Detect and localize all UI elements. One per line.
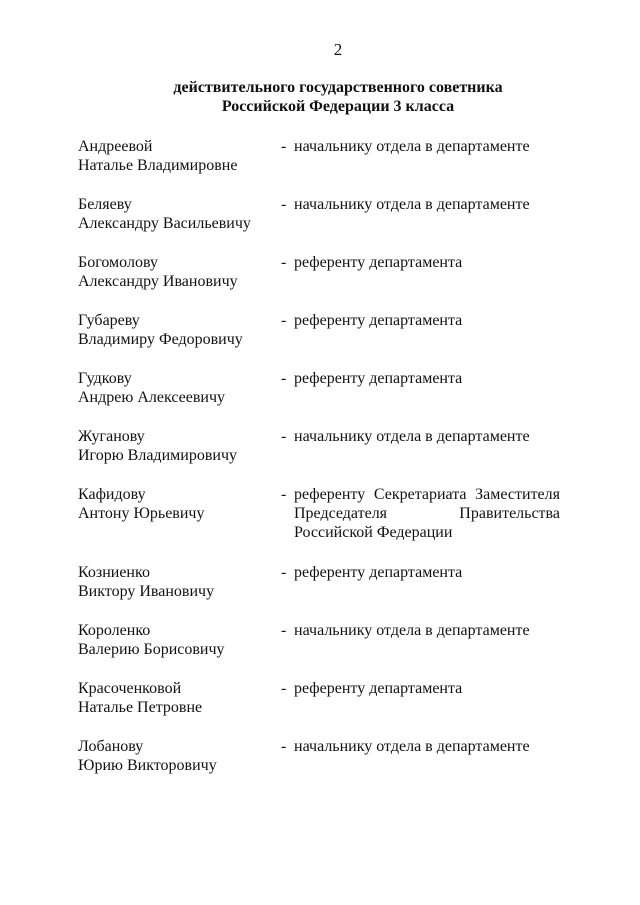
appointee-position: [294, 679, 560, 698]
appointee-given-names: Виктору Ивановичу: [78, 583, 215, 600]
appointee-given-names: Антону Юрьевичу: [78, 505, 205, 522]
appointee-surname: Козниенко: [78, 564, 150, 581]
position-line: начальнику отдела в департаменте: [294, 196, 530, 213]
appointee-given-names: Валерию Борисовичу: [78, 641, 225, 658]
page-number: 2: [333, 40, 343, 59]
appointee-surname: Гудкову: [78, 370, 132, 387]
appointee-position: [294, 311, 560, 330]
entry-dash: -: [281, 486, 287, 503]
appointee-position: [294, 369, 560, 388]
entry-dash: -: [281, 738, 287, 755]
appointee-given-names: Андрею Алексеевичу: [78, 389, 225, 406]
appointee-given-names: Владимиру Федоровичу: [78, 331, 243, 348]
appointee-name: [78, 311, 268, 349]
entry-dash: -: [281, 138, 287, 155]
appointee-surname: Жуганову: [78, 428, 145, 445]
position-line: начальнику отдела в департаменте: [294, 622, 530, 639]
position-line: референту департамента: [294, 370, 463, 387]
appointee-name: [78, 195, 268, 233]
appointee-name: [78, 563, 268, 601]
appointee-position: [294, 485, 560, 542]
entry-dash: -: [281, 622, 287, 639]
entry-dash: -: [281, 370, 287, 387]
entry-dash: -: [281, 564, 287, 581]
appointee-position: [294, 195, 560, 214]
heading-line-1: действительного государственного советника: [173, 79, 503, 96]
appointee-surname: Кафидову: [78, 486, 146, 503]
position-line: начальнику отдела в департаменте: [294, 138, 530, 155]
position-line: Российской Федерации: [294, 524, 453, 541]
appointee-given-names: Александру Ивановичу: [78, 273, 238, 290]
entry-dash: -: [281, 254, 287, 271]
heading-line-2: Российской Федерации 3 класса: [221, 98, 455, 115]
appointee-surname: Губареву: [78, 312, 140, 329]
appointee-surname: Красоченковой: [78, 680, 182, 697]
appointee-position: [294, 137, 560, 156]
position-line: референту департамента: [294, 312, 463, 329]
appointee-position: [294, 563, 560, 582]
position-line: начальнику отдела в департаменте: [294, 428, 530, 445]
position-line: референту Секретариата Заместителя: [294, 486, 560, 503]
position-line: референту департамента: [294, 254, 463, 271]
appointee-name: [78, 679, 268, 717]
appointee-name: [78, 369, 268, 407]
appointee-given-names: Александру Васильевичу: [78, 215, 251, 232]
document-heading: [0, 78, 640, 116]
appointee-name: [78, 427, 268, 465]
appointee-given-names: Наталье Петровне: [78, 699, 203, 716]
entry-dash: -: [281, 312, 287, 329]
appointee-surname: Беляеву: [78, 196, 132, 213]
entry-dash: -: [281, 428, 287, 445]
appointee-given-names: Наталье Владимировне: [78, 157, 238, 174]
appointee-surname: Андреевой: [78, 138, 153, 155]
appointee-surname: Лобанову: [78, 738, 144, 755]
appointee-position: [294, 427, 560, 446]
position-line: референту департамента: [294, 564, 463, 581]
appointee-name: [78, 621, 268, 659]
position-line: референту департамента: [294, 680, 463, 697]
appointee-name: [78, 137, 268, 175]
appointee-given-names: Игорю Владимировичу: [78, 447, 237, 464]
appointee-position: [294, 621, 560, 640]
position-line: начальнику отдела в департаменте: [294, 738, 530, 755]
appointee-position: [294, 253, 560, 272]
entry-dash: -: [281, 196, 287, 213]
entry-dash: -: [281, 680, 287, 697]
appointee-surname: Короленко: [78, 622, 151, 639]
appointee-given-names: Юрию Викторовичу: [78, 757, 217, 774]
appointee-name: [78, 485, 268, 523]
appointee-surname: Богомолову: [78, 254, 158, 271]
appointee-name: [78, 737, 268, 775]
position-line: Председателя Правительства: [294, 505, 560, 522]
appointee-position: [294, 737, 560, 756]
appointee-name: [78, 253, 268, 291]
